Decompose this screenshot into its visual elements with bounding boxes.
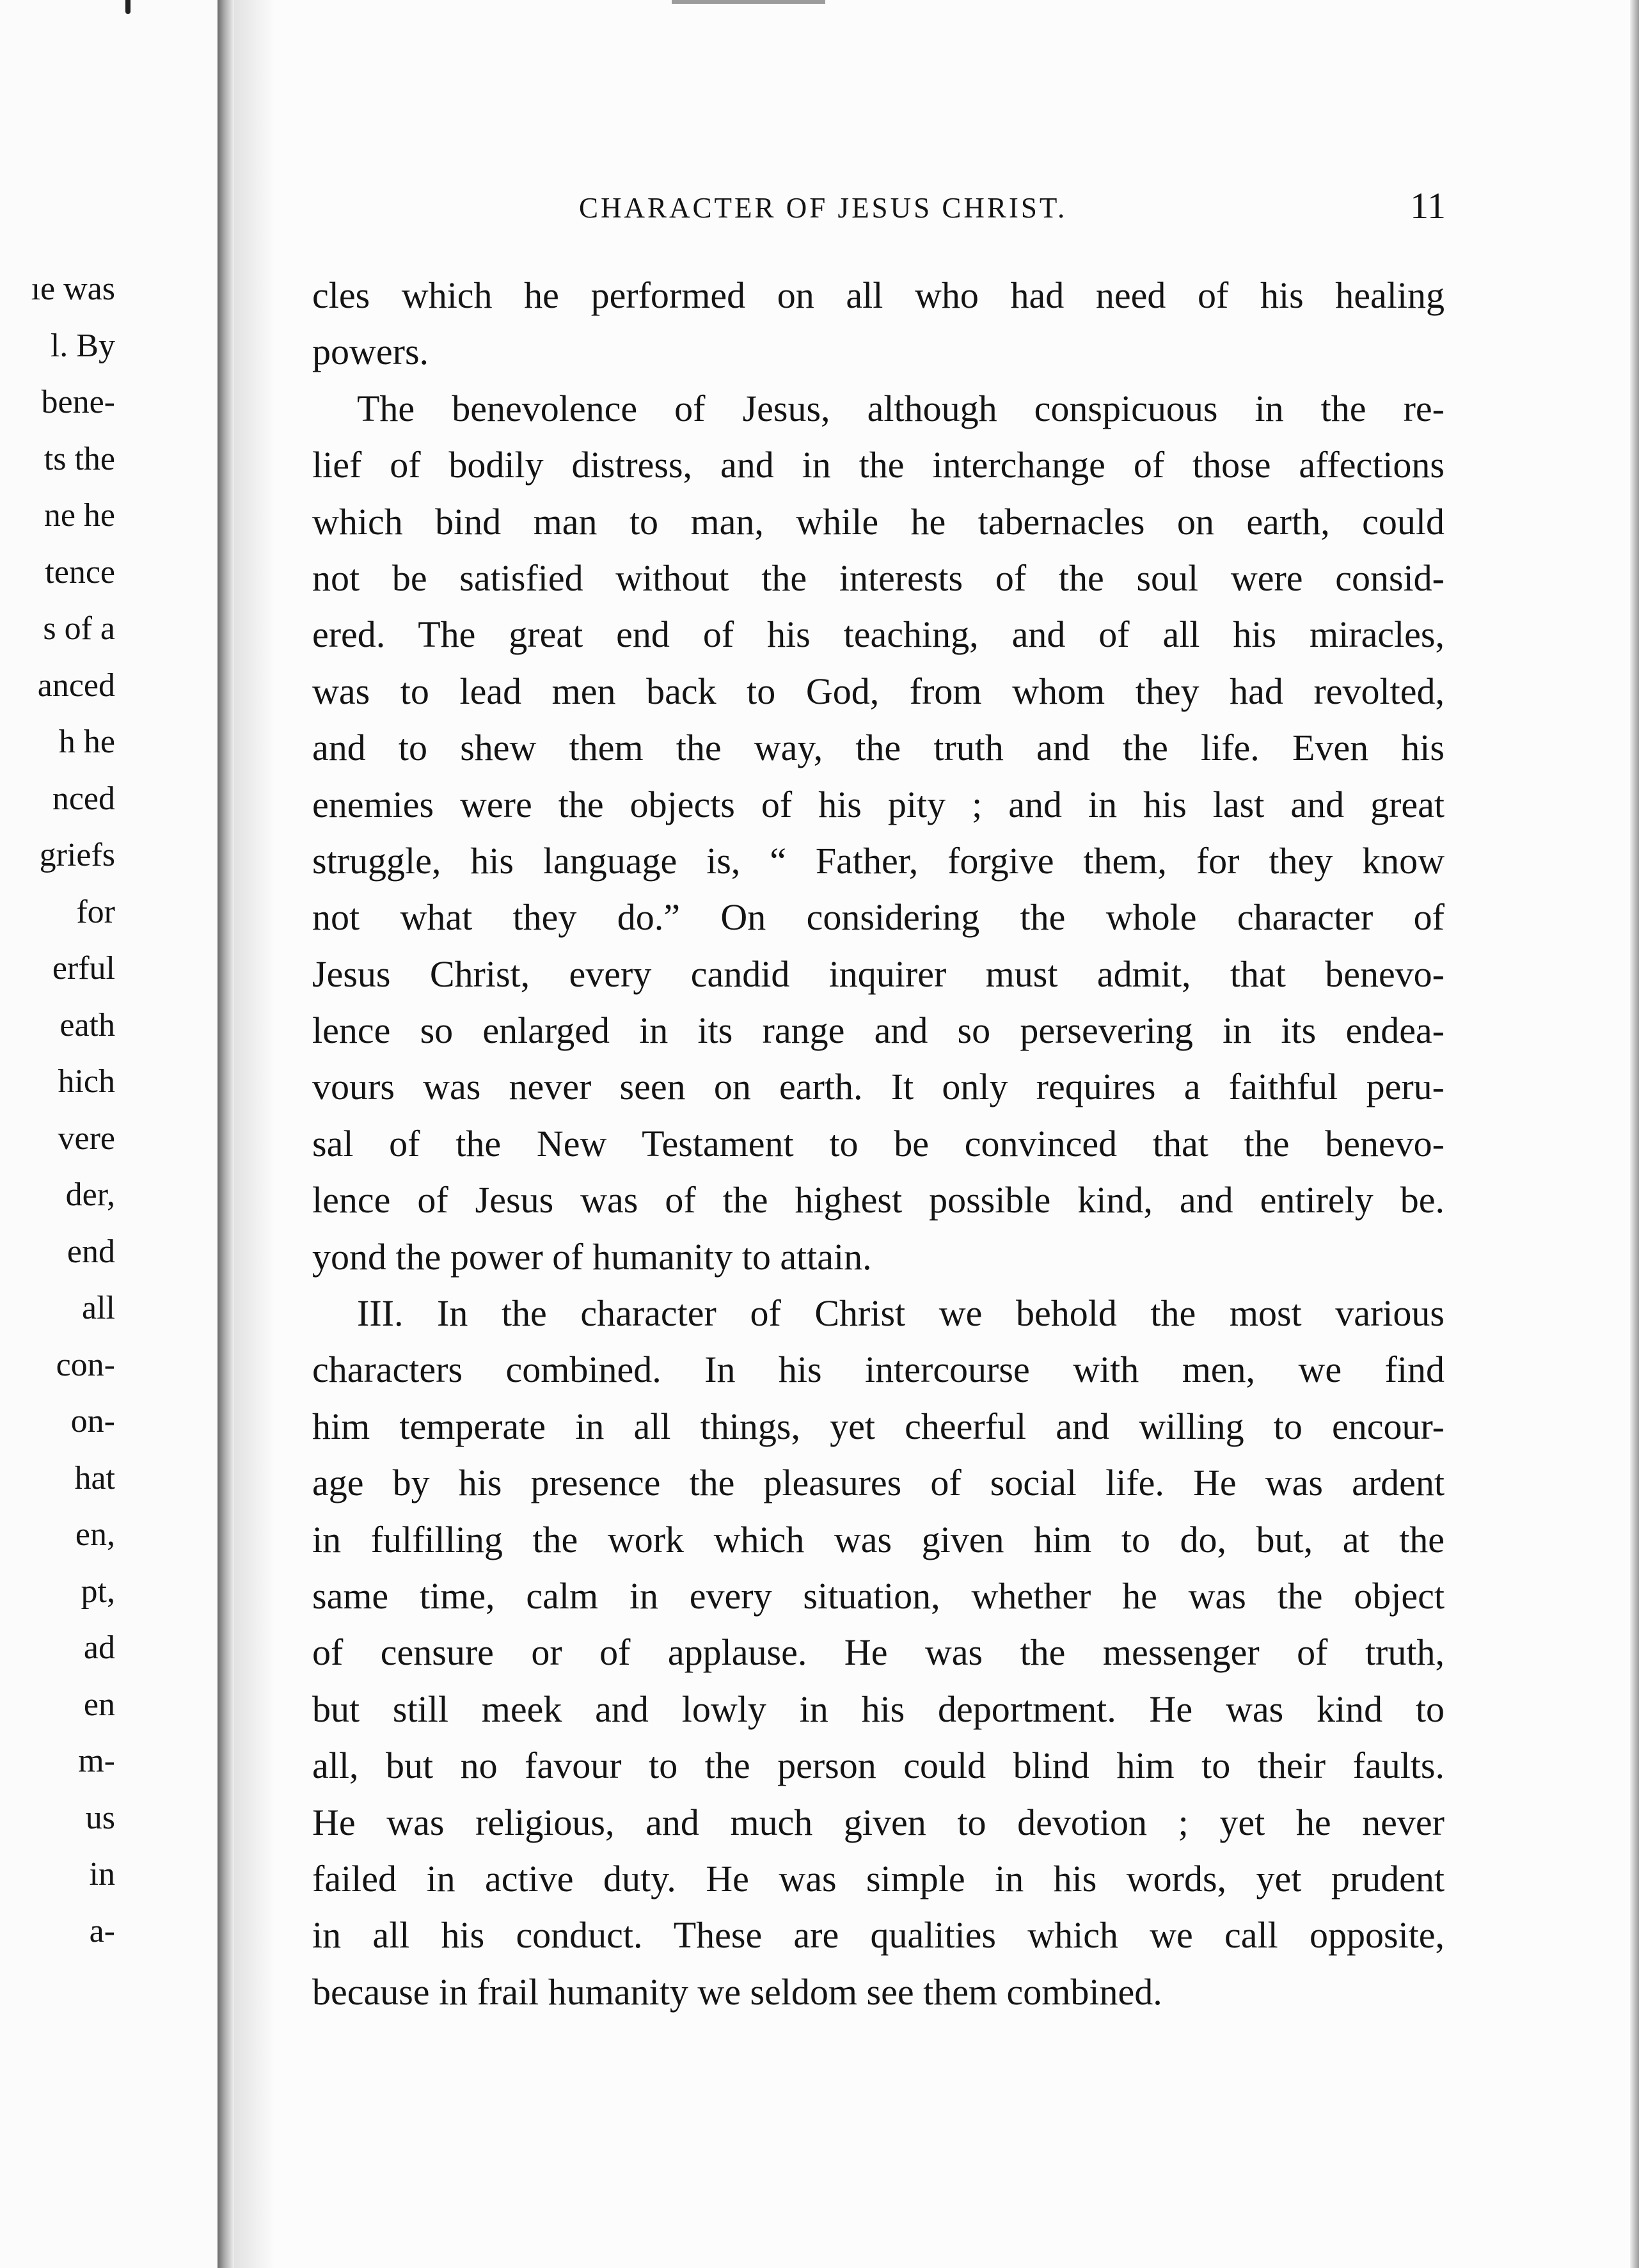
facing-page-line: griefs — [39, 837, 115, 873]
facing-page-line: ts the — [44, 440, 115, 477]
text-line: cles which he performed on all who had need of his healing — [312, 274, 1445, 316]
text-line: age by his presence the pleasures of social life. He was ardent — [312, 1462, 1445, 1504]
text-line: struggle, his language is, “ Father, forgive them, for they know — [312, 839, 1445, 882]
text-line: The benevolence of Jesus, although conspicuous in the re- — [357, 387, 1445, 429]
gutter-shadow — [234, 0, 273, 2268]
facing-page-line: nced — [52, 780, 115, 817]
page-number: 11 — [1410, 185, 1446, 226]
facing-page-line: for — [76, 893, 115, 930]
text-line: lief of bodily distress, and in the interchange of those affections — [312, 444, 1445, 486]
text-line: vours was never seen on earth. It only requires a faithful peru- — [312, 1066, 1445, 1108]
facing-page-line: bene- — [41, 384, 115, 420]
text-line: in fulfilling the work which was given him to do, but, at the — [312, 1518, 1445, 1560]
text-line: not what they do.” On considering the whole character of — [312, 896, 1445, 939]
running-head-title: CHARACTER OF JESUS CHRIST. — [579, 192, 1068, 224]
facing-page-line: en, — [75, 1516, 115, 1553]
facing-page-line: con- — [56, 1346, 115, 1383]
facing-page-text — [0, 0, 218, 2268]
text-line: sal of the New Testament to be convinced that the benevo- — [312, 1122, 1445, 1164]
facing-page-line: der, — [65, 1177, 115, 1213]
facing-page-line: erful — [52, 950, 115, 987]
facing-page-line: end — [67, 1233, 115, 1270]
top-edge-mark — [672, 0, 825, 4]
facing-page-line: all — [82, 1290, 115, 1326]
page-edge-shadow — [1630, 0, 1639, 2268]
facing-page-line: a- — [89, 1912, 115, 1949]
text-line: in all his conduct. These are qualities which we call opposite, — [312, 1914, 1445, 1956]
text-line: not be satisfied without the interests of the soul were consid- — [312, 557, 1445, 599]
text-line: same time, calm in every situation, whether he was the object — [312, 1574, 1445, 1617]
text-line: lence of Jesus was of the highest possible kind, and entirely be. — [312, 1179, 1445, 1221]
facing-page-line: hat — [74, 1459, 115, 1496]
text-line: ered. The great end of his teaching, and of all his miracles, — [312, 614, 1445, 656]
text-line: him temperate in all things, yet cheerful and willing to encour- — [312, 1405, 1445, 1447]
text-line: III. In the character of Christ we behold the most various — [357, 1292, 1445, 1335]
facing-page-line: l. By — [50, 327, 115, 364]
facing-page-line: en — [83, 1686, 115, 1723]
text-line: which bind man to man, while he tabernacles on earth, could — [312, 500, 1445, 543]
text-line: failed in active duty. He was simple in his words, yet prudent — [312, 1857, 1445, 1899]
text-line: Jesus Christ, every candid inquirer must admit, that benevo- — [312, 953, 1445, 995]
text-line: of censure or of applause. He was the messenger of truth, — [312, 1631, 1445, 1674]
facing-page-line: on- — [70, 1403, 115, 1439]
facing-page-line: tence — [45, 553, 115, 591]
facing-page-line: ıe was — [31, 271, 115, 307]
facing-page-line: m- — [78, 1743, 115, 1779]
facing-page-line: eath — [59, 1006, 115, 1043]
text-line: enemies were the objects of his pity ; and in his last and great — [312, 783, 1445, 825]
text-line: because in frail humanity we seldom see them combined. — [312, 1971, 1162, 2013]
text-line: but still meek and lowly in his deportment. He was kind to — [312, 1688, 1445, 1730]
body-text — [312, 267, 1445, 2020]
facing-page-line: ne he — [44, 497, 115, 534]
facing-page-line: pt, — [81, 1573, 115, 1610]
facing-page-line: anced — [37, 667, 115, 704]
facing-page-line: h he — [58, 724, 115, 760]
book-gutter — [218, 0, 234, 2268]
text-line: all, but no favour to the person could blind him to their faults. — [312, 1745, 1445, 1787]
text-line: He was religious, and much given to devotion ; yet he never — [312, 1801, 1445, 1843]
facing-page-line: vere — [58, 1120, 115, 1157]
text-line: and to shew them the way, the truth and the life. Even his — [312, 727, 1445, 769]
text-line: was to lead men back to God, from whom they had revolted, — [312, 670, 1445, 712]
facing-page-line: us — [85, 1799, 115, 1836]
text-line: lence so enlarged in its range and so persevering in its endea- — [312, 1010, 1445, 1052]
text-line: powers. — [312, 331, 429, 373]
facing-page-line: in — [89, 1856, 115, 1892]
facing-page-line: hich — [58, 1063, 115, 1100]
text-line: yond the power of humanity to attain. — [312, 1235, 872, 1278]
facing-page-line: s of a — [43, 610, 115, 647]
facing-page-line: ad — [83, 1630, 115, 1666]
text-line: characters combined. In his intercourse with men, we find — [312, 1349, 1445, 1391]
